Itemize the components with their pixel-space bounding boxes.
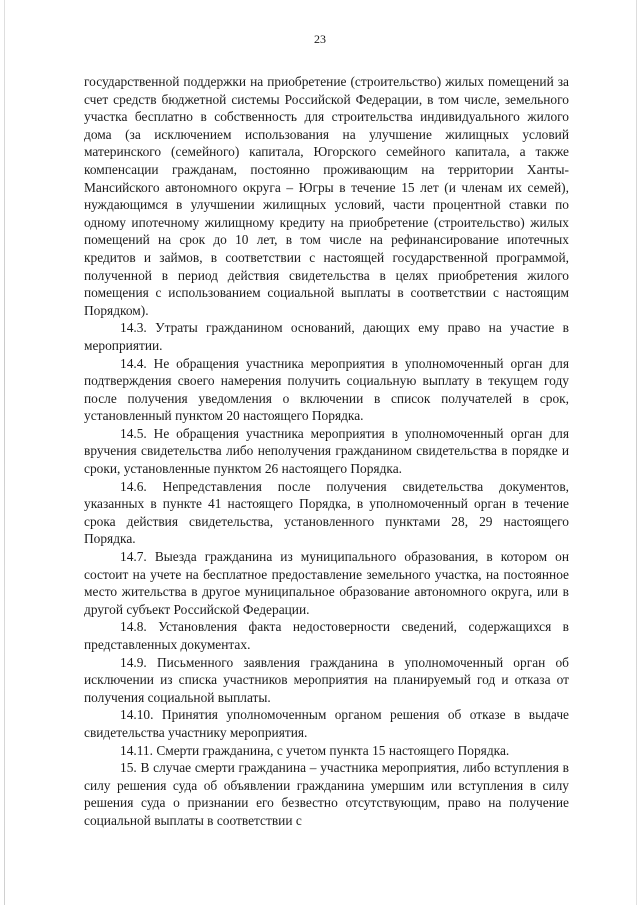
paragraph-14-10: 14.10. Принятия уполномоченным органом решения об отказе в выдаче свидетельства участнику мероприятия. bbox=[84, 707, 569, 740]
paragraph-15: 15. В случае смерти гражданина – участника мероприятия, либо вступления в силу решения суда об объявлении гражданина умершим или вступления в силу решения суда о признании его безвестно отсутствующим, право на получение социальной выплаты в соответствии с bbox=[84, 760, 569, 828]
scan-edge-left bbox=[4, 0, 5, 905]
page-number: 23 bbox=[314, 32, 326, 46]
scan-edge-right bbox=[636, 0, 637, 905]
paragraph-14-7: 14.7. Выезда гражданина из муниципального образования, в котором он состоит на учете на бесплатное предоставление земельного участка, на постоянное место жительства в другое муниципальное образование автономного округа, или в другой субъект Российской Федерации. bbox=[84, 549, 569, 617]
paragraph-14-11: 14.11. Смерти гражданина, с учетом пункта 15 настоящего Порядка. bbox=[120, 742, 510, 758]
paragraph-14-5: 14.5. Не обращения участника мероприятия в уполномоченный орган для вручения свидетельства либо неполучения гражданином свидетельства в порядке и сроки, установленные пунктом 26 настоящего Порядка. bbox=[84, 425, 569, 477]
paragraph-14-9: 14.9. Письменного заявления гражданина в уполномоченный орган об исключении из списка участников мероприятия на планируемый год и отказа от получения социальной выплаты. bbox=[84, 654, 569, 705]
paragraph-14-4: 14.4. Не обращения участника мероприятия в уполномоченный орган для подтверждения своего намерения получить социальную выплату в текущем году после получения уведомления о включении в список получателей в срок, установленный пунктом 20 настоящего Порядка. bbox=[84, 355, 569, 424]
document-body bbox=[84, 73, 569, 830]
paragraph-14-3: 14.3. Утраты гражданином оснований, дающих ему право на участие в мероприятии. bbox=[84, 320, 569, 353]
paragraph-14-8: 14.8. Установления факта недостоверности сведений, содержащихся в представленных документах. bbox=[84, 619, 569, 652]
paragraph-14-6: 14.6. Непредставления после получения свидетельства документов, указанных в пункте 41 настоящего Порядка, в уполномоченный орган в течение срока действия свидетельства, установленного пунктами 28, 29 настоящего Порядка. bbox=[84, 478, 569, 547]
paragraph-continuation: государственной поддержки на приобретение (строительство) жилых помещений за счет средств бюджетной системы Российской Федерации, в том числе, земельного участка бесплатно в собственность для строительства индивидуального жилого дома (за исключением использования на улучшение жилищных условий материнского (семейного) капитала, Югорского семейного капитала, а также компенсации гражданам, постоянно проживающим на территории Ханты-Мансийского автономного округа – Югры в течение 15 лет (и членам их семей), нуждающимся в улучшении жилищных условий, части процентной ставки по одному ипотечному жилищному кредиту на приобретение (строительство) жилых помещений на срок до 10 лет, в том числе на рефинансирование ипотечных кредитов и займов, в соответствии с настоящей государственной программой, полученной в период действия свидетельства в целях приобретения жилого помещения с использованием социальной выплаты в соответствии с настоящим Порядком). bbox=[84, 74, 569, 318]
